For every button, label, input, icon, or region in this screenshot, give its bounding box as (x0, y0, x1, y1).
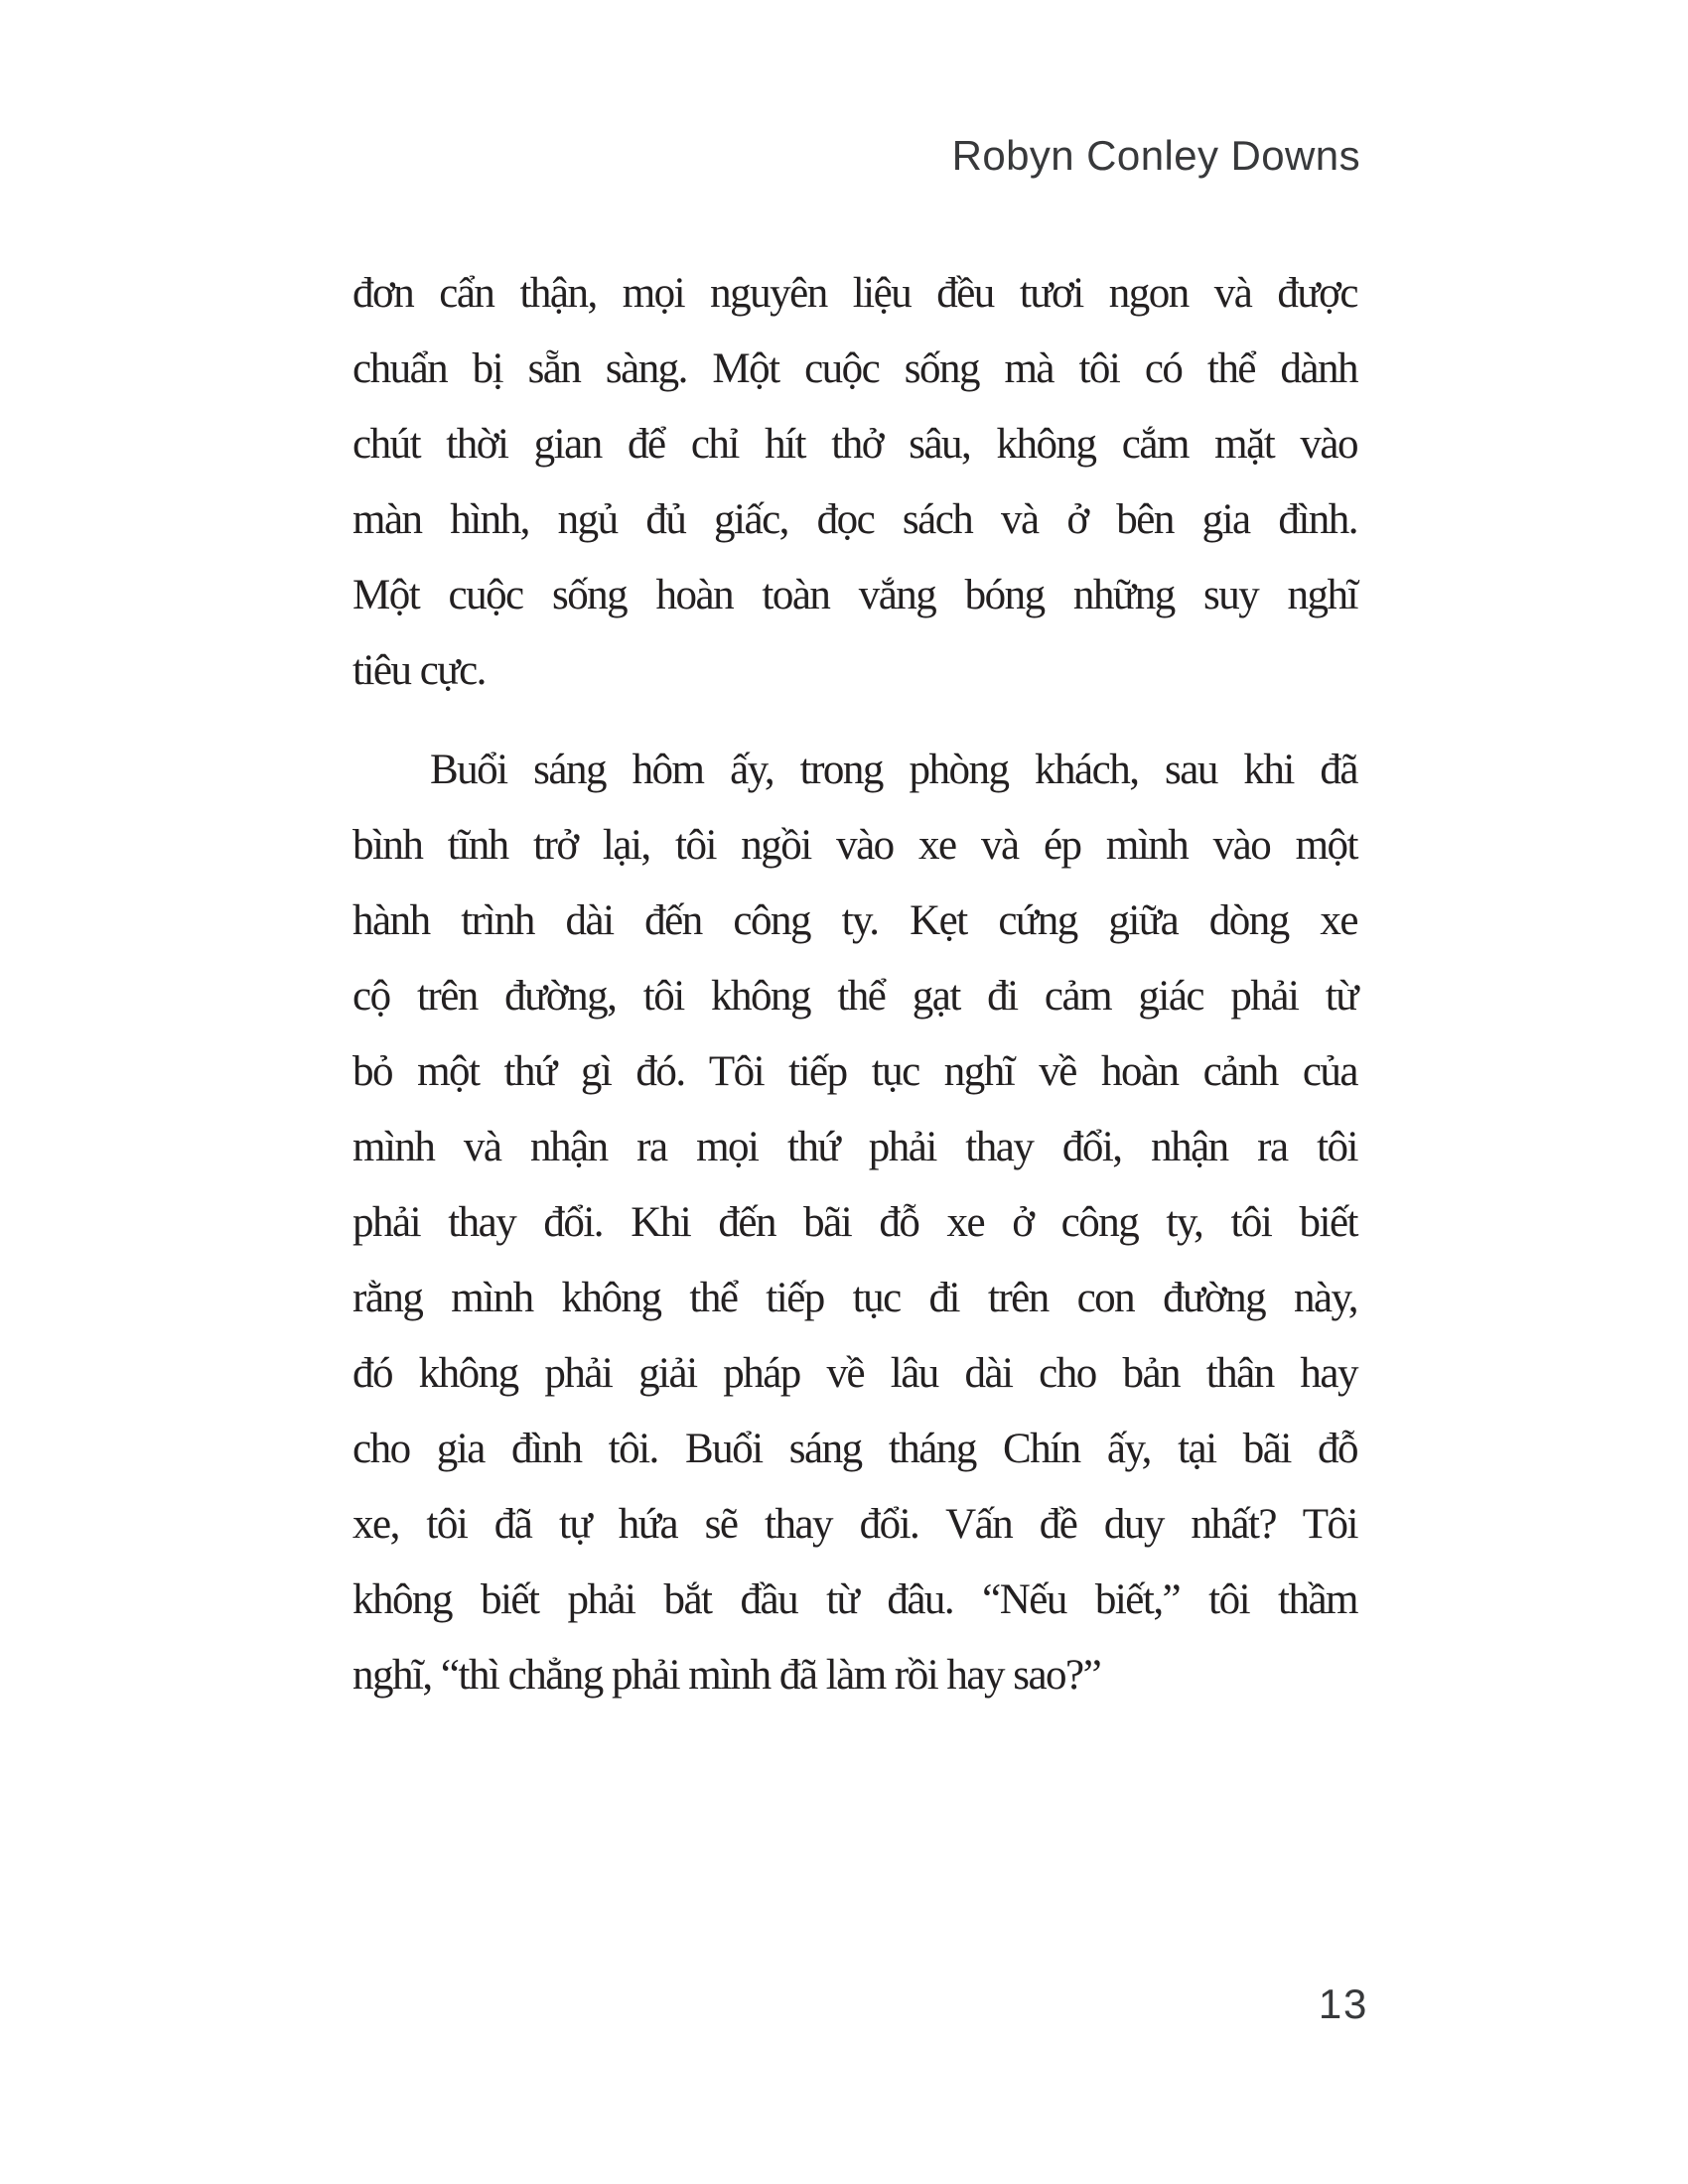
text-line: bỏ một thứ gì đó. Tôi tiếp tục nghĩ về hoàn cảnh của (352, 1048, 1357, 1095)
text-line: chuẩn bị sẵn sàng. Một cuộc sống mà tôi có thể dành (352, 345, 1357, 392)
text-line: phải thay đổi. Khi đến bãi đỗ xe ở công ty, tôi biết (352, 1199, 1357, 1246)
text-line: bình tĩnh trở lại, tôi ngồi vào xe và ép mình vào một (352, 822, 1357, 869)
text-line: cộ trên đường, tôi không thể gạt đi cảm giác phải từ (352, 973, 1357, 1020)
text-line: màn hình, ngủ đủ giấc, đọc sách và ở bên gia đình. (352, 496, 1357, 543)
text-line: đó không phải giải pháp về lâu dài cho bản thân hay (352, 1350, 1357, 1397)
text-line: cho gia đình tôi. Buổi sáng tháng Chín ấy, tại bãi đỗ (352, 1426, 1357, 1472)
running-header-author: Robyn Conley Downs (951, 132, 1360, 179)
text-line: tiêu cực. (352, 647, 486, 694)
page-number: 13 (1318, 1980, 1368, 2027)
paragraph (352, 733, 1357, 1713)
text-line: hành trình dài đến công ty. Kẹt cứng giữa dòng xe (352, 897, 1357, 944)
text-line: không biết phải bắt đầu từ đâu. “Nếu biết,” tôi thầm (352, 1576, 1357, 1623)
text-line: mình và nhận ra mọi thứ phải thay đổi, nhận ra tôi (352, 1124, 1357, 1170)
text-line: chút thời gian để chỉ hít thở sâu, không cắm mặt vào (352, 421, 1357, 468)
body-text (352, 256, 1357, 1737)
text-line: rằng mình không thể tiếp tục đi trên con đường này, (352, 1275, 1357, 1321)
text-line: Một cuộc sống hoàn toàn vắng bóng những suy nghĩ (352, 572, 1357, 618)
text-line: xe, tôi đã tự hứa sẽ thay đổi. Vấn đề duy nhất? Tôi (352, 1501, 1357, 1548)
text-line: nghĩ, “thì chẳng phải mình đã làm rồi hay sao?” (352, 1652, 1101, 1699)
text-line: Buổi sáng hôm ấy, trong phòng khách, sau khi đã (430, 747, 1357, 793)
text-line: đơn cẩn thận, mọi nguyên liệu đều tươi ngon và được (352, 270, 1357, 317)
paragraph (352, 256, 1357, 709)
